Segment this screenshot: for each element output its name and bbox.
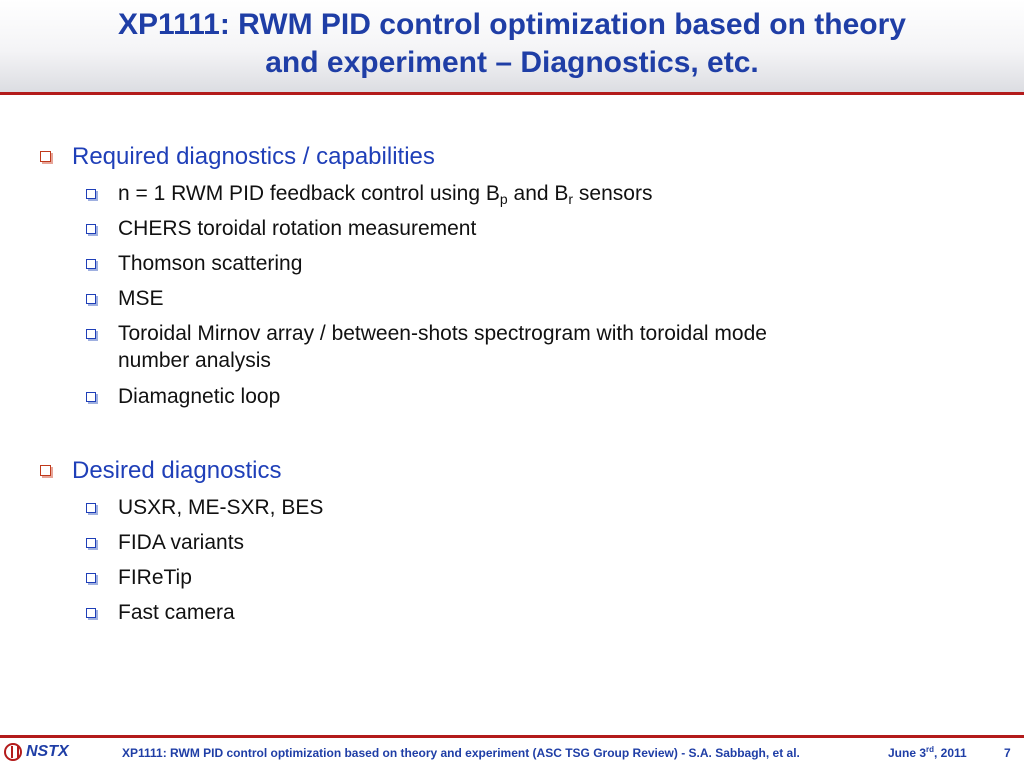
nstx-logo-icon bbox=[4, 743, 22, 761]
slide-footer bbox=[0, 738, 1024, 768]
bullet-square-icon bbox=[86, 294, 96, 304]
bullet-square-icon bbox=[40, 151, 51, 162]
bullet-square-icon bbox=[86, 538, 96, 548]
bullet-square-icon bbox=[86, 329, 96, 339]
bullet-square-icon bbox=[86, 503, 96, 513]
footer-caption: XP1111: RWM PID control optimization based on theory and experiment (ASC TSG Group Review) - S.A. Sabbagh, et al. bbox=[122, 746, 800, 760]
bullet-square-icon bbox=[86, 224, 96, 234]
footer-date: June 3rd, 2011 bbox=[888, 745, 967, 760]
bullet-square-icon bbox=[86, 573, 96, 583]
slide-title bbox=[0, 6, 1024, 82]
bullet-square-icon bbox=[86, 608, 96, 618]
slide-title-line1: XP1111: RWM PID control optimization based on theory bbox=[118, 8, 906, 41]
bullet-square-icon bbox=[86, 392, 96, 402]
title-divider bbox=[0, 92, 1024, 95]
slide-title-line2: and experiment – Diagnostics, etc. bbox=[265, 46, 759, 79]
bullet-square-icon bbox=[86, 189, 96, 199]
bullet-square-icon bbox=[86, 259, 96, 269]
nstx-logo: NSTX bbox=[4, 741, 84, 765]
page-number: 7 bbox=[1004, 746, 1011, 760]
bullet-square-icon bbox=[40, 465, 51, 476]
